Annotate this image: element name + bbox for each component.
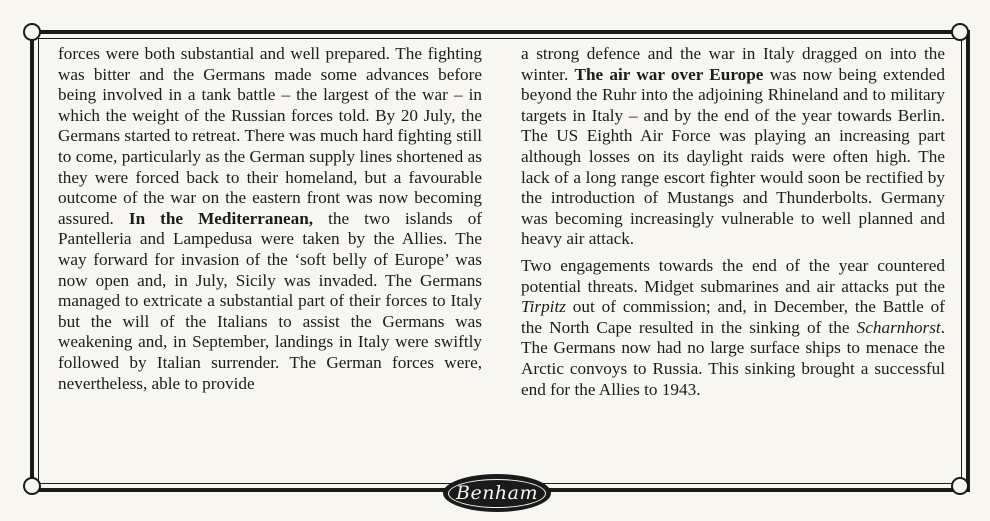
benham-logo-ring <box>448 479 546 508</box>
right-paragraph-2-text-a: Two engagements towards the end of the year countered potential threats. Midget submarines and air attacks put the <box>521 255 945 296</box>
corner-ornament-bottom-left <box>23 477 41 495</box>
right-paragraph-2 <box>521 256 945 400</box>
ship-name-scharnhorst: Scharnhorst <box>856 317 941 337</box>
air-war-heading: The air war over Europe <box>574 64 764 84</box>
left-paragraph <box>58 44 482 394</box>
corner-ornament-bottom-right <box>951 477 969 495</box>
benham-logo-text: Benham <box>455 482 539 504</box>
corner-ornament-top-left <box>23 23 41 41</box>
right-paragraph-1-text-b: was now being extended beyond the Ruhr into the adjoining Rhineland and to military targets in Italy – and by the end of the year towards Berlin. The US Eighth Air Force was playing an increasing part although losses on its daylight raids were often high. The lack of a long range escort fighter would soon be rectified by the introduction of Mustangs and Thunderbolts. Germany was becoming increasingly vulnerable to well planned and heavy air attack. <box>521 64 945 249</box>
corner-ornament-top-right <box>951 23 969 41</box>
mediterranean-heading: In the Mediterranean, <box>128 208 314 228</box>
left-paragraph-text-a: forces were both substantial and well prepared. The fighting was bitter and the Germans made some advances before being involved in a tank battle – the largest of the war – in which the weight of the Russian forces told. By 20 July, the Germans started to retreat. There was much hard fighting still to come, particularly as the German supply lines shortened as they were forced back to their homeland, but a favourable outcome of the war on the eastern front was now becoming assured. <box>58 44 482 228</box>
right-text-column <box>521 44 945 406</box>
right-paragraph-1 <box>521 44 945 250</box>
ship-name-tirpitz: Tirpitz <box>521 297 566 317</box>
benham-logo <box>443 474 551 512</box>
right-paragraph-1-text-a: a strong defence and the war in Italy dragged on into the winter. <box>521 44 945 84</box>
left-paragraph-text-b: the two islands of Pantelleria and Lampedusa were taken by the Allies. The way forward for invasion of the ‘soft belly of Europe’ was now open and, in July, Sicily was invaded. The Germans managed to extricate a substantial part of their forces to Italy but the will of the Italians to assist the Germans was weakening and, in September, landings in Italy were swiftly followed by Italian surrender. The German forces were, nevertheless, able to provide <box>58 208 483 393</box>
right-paragraph-2-text-b: out of commission; and, in December, the Battle of the North Cape resulted in the sinking of the <box>521 297 945 337</box>
right-paragraph-2-text-c: . The Germans now had no large surface ships to menace the Arctic convoys to Russia. This sinking brought a successful end for the Allies to 1943. <box>521 317 945 399</box>
left-text-column <box>58 44 482 400</box>
